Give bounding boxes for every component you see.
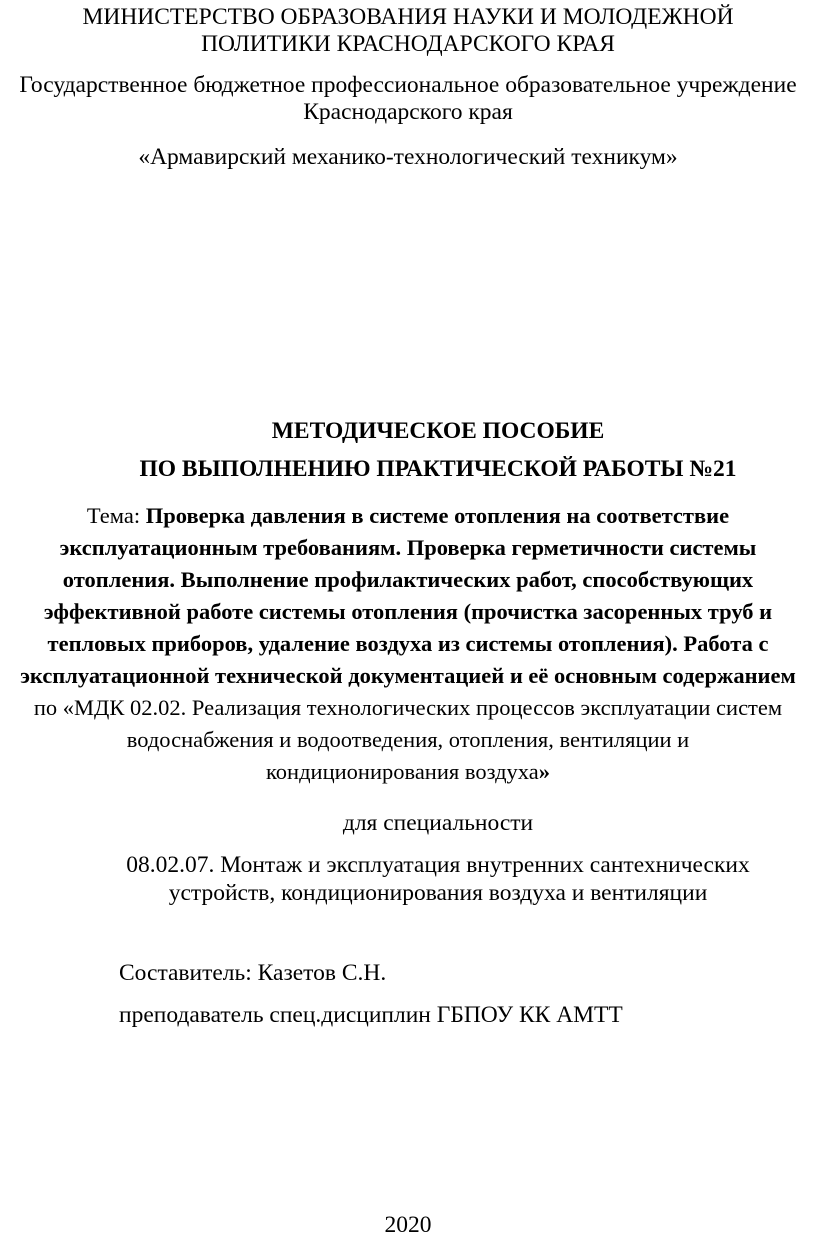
specialty-label: для специальности bbox=[342, 810, 534, 836]
compiler-line: Составитель: Казетов С.Н. bbox=[119, 960, 387, 986]
year: 2020 bbox=[384, 1212, 432, 1238]
title-line-2: ПО ВЫПОЛНЕНИЮ ПРАКТИЧЕСКОЙ РАБОТЫ №21 bbox=[139, 456, 737, 482]
institution-line-2: Краснодарского края bbox=[303, 99, 513, 125]
author-position: преподаватель спец.дисциплин ГБПОУ КК АМТТ bbox=[119, 1002, 623, 1028]
specialty-line-1: 08.02.07. Монтаж и эксплуатация внутренних сантехнических bbox=[126, 852, 750, 878]
title-line-1: МЕТОДИЧЕСКОЕ ПОСОБИЕ bbox=[271, 418, 605, 444]
topic-line-6: эксплуатационной технической документацией и её основным содержанием bbox=[20, 663, 796, 688]
course-line-3 bbox=[0, 756, 816, 788]
topic-block bbox=[0, 500, 816, 788]
topic-label: Тема: bbox=[86, 503, 146, 528]
institution-line-1: Государственное бюджетное профессиональное образовательное учреждение bbox=[19, 72, 797, 98]
topic-line-3: отопления. Выполнение профилактических работ, способствующих bbox=[62, 567, 754, 592]
ministry-line-1: МИНИСТЕРСТВО ОБРАЗОВАНИЯ НАУКИ И МОЛОДЕЖНОЙ bbox=[82, 4, 734, 30]
course-line-2: водоснабжения и водоотведения, отопления, вентиляции и bbox=[126, 727, 690, 752]
topic-line-5: тепловых приборов, удаление воздуха из системы отопления). Работа с bbox=[47, 631, 769, 656]
course-close-quote: » bbox=[538, 759, 550, 784]
ministry-line-2: ПОЛИТИКИ КРАСНОДАРСКОГО КРАЯ bbox=[201, 31, 615, 57]
specialty-line-2: устройств, кондиционирования воздуха и вентиляции bbox=[168, 880, 708, 906]
topic-line-1 bbox=[0, 500, 816, 532]
course-line-3-text: кондиционирования воздуха bbox=[266, 759, 539, 784]
topic-line-2: эксплуатационным требованиям. Проверка герметичности системы bbox=[59, 535, 757, 560]
topic-text: Проверка давления в системе отопления на соответствие bbox=[145, 503, 730, 528]
college-name: «Армавирский механико-технологический техникум» bbox=[138, 144, 678, 170]
course-line-1: по «МДК 02.02. Реализация технологических процессов эксплуатации систем bbox=[33, 695, 783, 720]
topic-line-4: эффективной работе системы отопления (прочистка засоренных труб и bbox=[43, 599, 773, 624]
